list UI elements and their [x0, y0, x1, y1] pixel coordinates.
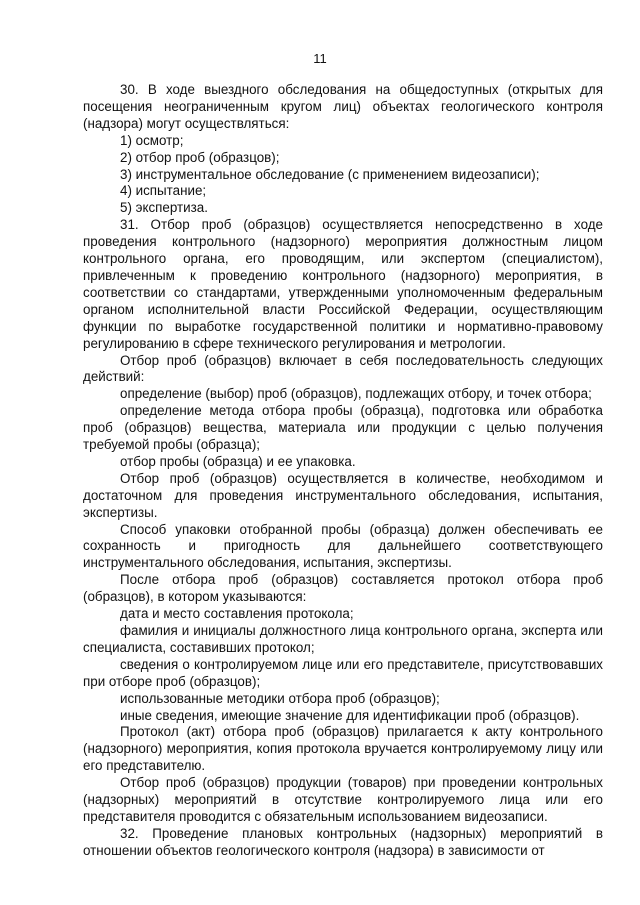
- paragraph: иные сведения, имеющие значение для идентификации проб (образцов).: [120, 707, 580, 723]
- paragraph: Протокол (акт) отбора проб (образцов) прилагается к акту контрольного (надзорного) мероприятия, копия протокола вручается контролируемому лицу или его представителю.: [83, 724, 603, 774]
- paragraph: 32. Проведение плановых контрольных (надзорных) мероприятий в отношении объектов геологического контроля (надзора) в зависимости от: [83, 825, 603, 858]
- paragraph: 30. В ходе выездного обследования на общедоступных (открытых для посещения неограниченным кругом лиц) объектах геологического контроля (надзора) могут осуществляться:: [83, 82, 603, 131]
- list-item: 4) испытание;: [120, 183, 207, 199]
- list-item: 3) инструментальное обследование (с применением видеозаписи);: [120, 166, 540, 182]
- paragraph: определение (выбор) проб (образцов), подлежащих отбору, и точек отбора;: [120, 386, 592, 402]
- paragraph: дата и место составления протокола;: [120, 606, 354, 622]
- paragraph: 31. Отбор проб (образцов) осуществляется непосредственно в ходе проведения контрольного (надзорного) мероприятия должностным лицом контрольного органа, его проводящим, или экспертом (специалистом), привлеченным к проведению контрольного (надзорного) мероприятия, в соответствии со стандартами, утвержденными уполномоченным федеральным органом исполнительной власти Российской Федерации, осуществляющим функции по выработке государственной политики и нормативно-правовому регулированию в сфере технического регулирования и метрологии.: [83, 217, 603, 351]
- paragraph: использованные методики отбора проб (образцов);: [120, 690, 440, 706]
- paragraph: сведения о контролируемом лице или его представителе, присутствовавших при отборе проб (образцов);: [83, 656, 603, 689]
- paragraph: Отбор проб (образцов) включает в себя последовательность следующих действий:: [83, 352, 603, 385]
- paragraph: Способ упаковки отобранной пробы (образца) должен обеспечивать ее сохранность и пригодность для дальнейшего соответствующего инструментального обследования, испытания, экспертизы.: [83, 521, 603, 571]
- paragraph: отбор пробы (образца) и ее упаковка.: [120, 453, 356, 469]
- list-item: 1) осмотр;: [120, 132, 184, 148]
- paragraph: определение метода отбора пробы (образца), подготовка или обработка проб (образцов) вещества, материала или продукции с целью получения требуемой пробы (образца);: [83, 403, 603, 453]
- paragraph: Отбор проб (образцов) осуществляется в количестве, необходимом и достаточном для проведения инструментального обследования, испытания, экспертизы.: [83, 470, 603, 520]
- paragraph: Отбор проб (образцов) продукции (товаров) при проведении контрольных (надзорных) мероприятий в отсутствие контролируемого лица или его представителя проводится с обязательным использованием видеозаписи.: [83, 775, 603, 824]
- page-number: 11: [313, 51, 327, 66]
- list-item: 2) отбор проб (образцов);: [120, 149, 280, 165]
- paragraph: После отбора проб (образцов) составляется протокол отбора проб (образцов), в котором указываются:: [83, 572, 603, 605]
- list-item: 5) экспертиза.: [120, 200, 208, 216]
- paragraph: фамилия и инициалы должностного лица контрольного органа, эксперта или специалиста, составивших протокол;: [83, 623, 603, 655]
- document-body: [83, 82, 603, 860]
